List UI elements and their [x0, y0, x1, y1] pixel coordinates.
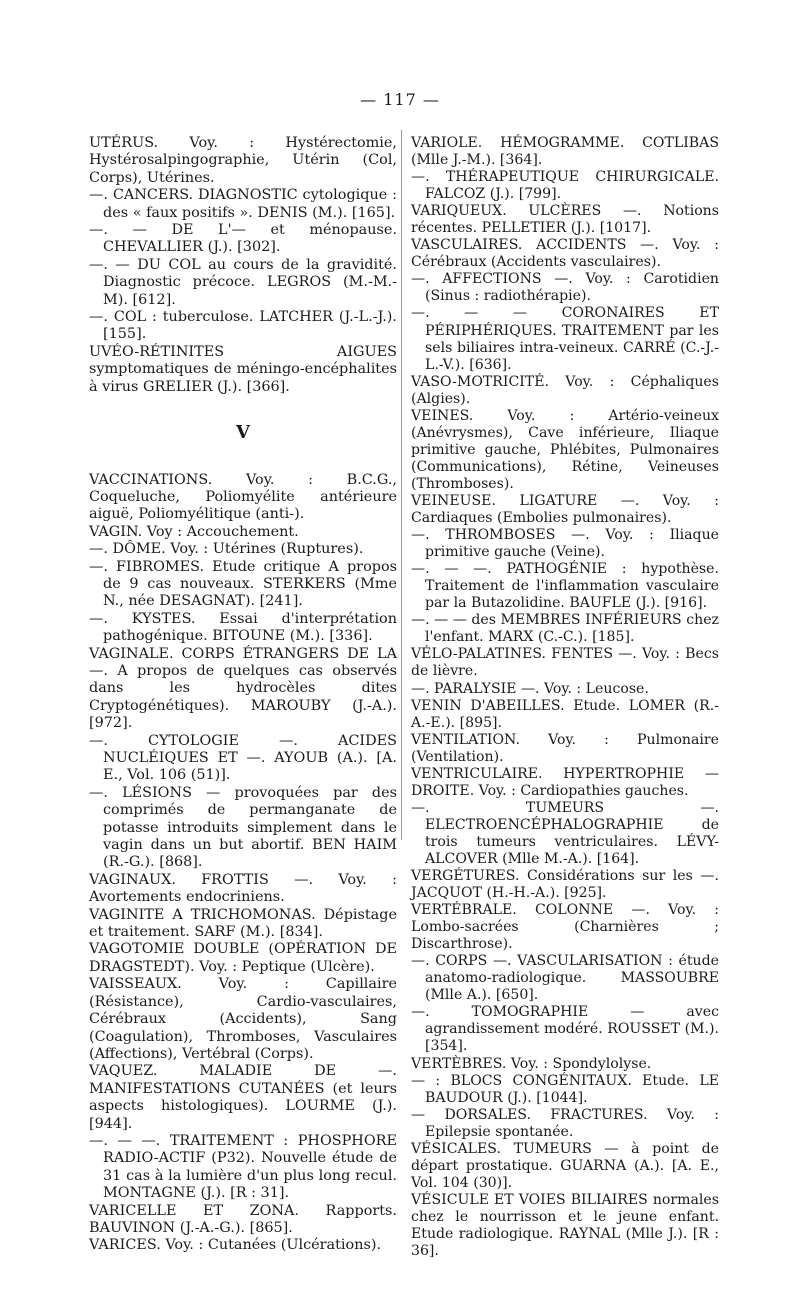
index-entry: VARICES. Voy. : Cutanées (Ulcérations). — [89, 1237, 382, 1254]
index-entry: VAGINAUX. FROTTIS —. Voy. : Avortements endocriniens. — [89, 871, 397, 906]
index-entry: VÉSICULE ET VOIES BILIAIRES normales chez le nourrisson et le jeune enfant. Etude radiologique. RAYNAL (Mlle J.). [R : 36]. — [411, 1191, 719, 1260]
index-entry: VÉSICALES. TUMEURS — à point de départ prostatique. GUARNA (A.). [A. E., Vol. 104 (30)]. — [411, 1140, 719, 1191]
index-entry: VACCINATIONS. Voy. : B.C.G., Coqueluche, Poliomyélite antérieure aiguë, Poliomyélitique (anti-). — [89, 471, 397, 523]
index-entry: VASO-MOTRICITÉ. Voy. : Céphaliques (Algies). — [411, 373, 719, 407]
index-entry: VARIOLE. HÉMOGRAMME. COTLIBAS (Mlle J.-M.). [364]. — [411, 135, 719, 169]
index-entry: —. — —. PATHOGÉNIE : hypothèse. Traitement de l'inflammation vasculaire par la Butazolidine. BAUFLE (J.). [916]. — [411, 561, 719, 612]
index-entry: —. AFFECTIONS —. Voy. : Carotidien (Sinus : radiothérapie). — [411, 271, 719, 305]
index-entry: UVÉO-RÉTINITES AIGUES symptomatiques de méningo-encéphalites à virus GRELIER (J.). [366]. — [89, 343, 397, 395]
index-entry: —. THÉRAPEUTIQUE CHIRURGICALE. FALCOZ (J.). [799]. — [411, 169, 719, 203]
index-entry: VÉLO-PALATINES. FENTES —. Voy. : Becs de lièvre. — [411, 646, 719, 680]
index-entry: — : BLOCS CONGÉNITAUX. Etude. LE BAUDOUR (J.). [1044]. — [411, 1072, 719, 1106]
index-entry: VASCULAIRES. ACCIDENTS —. Voy. : Cérébraux (Accidents vasculaires). — [411, 237, 719, 271]
index-entry: VERTÈBRES. Voy. : Spondylolyse. — [411, 1055, 652, 1072]
index-entry: VAGIN. Voy : Accouchement. — [89, 523, 299, 540]
index-entry: —. — DU COL au cours de la gravidité. Diagnostic précoce. LEGROS (M.-M.-M). [612]. — [89, 256, 397, 308]
index-entry: VENTILATION. Voy. : Pulmonaire (Ventilation). — [411, 731, 719, 765]
index-entry: UTÉRUS. Voy. : Hystérectomie, Hystérosalpingographie, Utérin (Col, Corps), Utérines. — [89, 135, 397, 186]
index-entry: —. CANCERS. DIAGNOSTIC cytologique : des « faux positifs ». DENIS (M.). [165]. — [89, 187, 397, 221]
index-entry: —. CYTOLOGIE —. ACIDES NUCLÉIQUES ET —. AYOUB (A.). [A. E., Vol. 106 (51)]. — [89, 732, 397, 784]
right-column — [411, 135, 719, 1260]
index-entry: VAGOTOMIE DOUBLE (OPÉRATION DE DRAGSTEDT). Voy. : Peptique (Ulcère). — [89, 941, 397, 975]
index-entry: —. DÔME. Voy. : Utérines (Ruptures). — [89, 541, 364, 558]
index-entry: VENTRICULAIRE. HYPERTROPHIE — DROITE. Voy. : Cardiopathies gauches. — [411, 765, 719, 799]
index-entry: —. THROMBOSES —. Voy. : Iliaque primitive gauche (Veine). — [411, 527, 719, 561]
index-entry: VERGÉTURES. Considérations sur les —. JACQUOT (H.-H.-A.). [925]. — [411, 868, 719, 902]
index-entry: VARIQUEUX. ULCÈRES —. Notions récentes. PELLETIER (J.). [1017]. — [411, 203, 719, 237]
index-entry: —. FIBROMES. Etude critique A propos de 9 cas nouveaux. STERKERS (Mme N., née DESAGNAT). [241]. — [89, 558, 397, 610]
index-entry: —. — — des MEMBRES INFÉRIEURS chez l'enfant. MARX (C.-C.). [185]. — [411, 612, 719, 646]
left-column — [89, 135, 397, 1255]
index-entry: —. CORPS —. VASCULARISATION : étude anatomo-radiologique. MASSOUBRE (Mlle A.). [650]. — [411, 953, 719, 1004]
index-entry: VAQUEZ. MALADIE DE —. MANIFESTATIONS CUTANÉES (et leurs aspects histologiques). LOURME (J.). [944]. — [89, 1063, 397, 1132]
page-number: — 117 — — [360, 90, 440, 109]
index-entry: VAGINALE. CORPS ÉTRANGERS DE LA —. A propos de quelques cas observés dans les hydrocèles dites Cryptogénétiques). MAROUBY (J.-A.). [972]. — [89, 645, 397, 732]
index-entry: —. TUMEURS —. ELECTROENCÉPHALOGRAPHIE de trois tumeurs ventriculaires. LÉVY-ALCOVER (Mlle M.-A.). [164]. — [411, 799, 719, 867]
index-entry: VEINEUSE. LIGATURE —. Voy. : Cardiaques (Embolies pulmonaires). — [411, 492, 719, 527]
index-entry: —. KYSTES. Essai d'interprétation pathogénique. BITOUNE (M.). [336]. — [89, 610, 397, 645]
letter-heading: V — [236, 422, 250, 444]
index-entry: VAISSEAUX. Voy. : Capillaire (Résistance), Cardio-vasculaires, Cérébraux (Accidents), Sang (Coagulation), Thromboses, Vasculaires (Affections), Vertébral (Corps). — [89, 976, 397, 1062]
index-entry: —. — —. TRAITEMENT : PHOSPHORE RADIO-ACTIF (P32). Nouvelle étude de 31 cas à la lumière d'un plus long recul. MONTAGNE (J.). [R : 31]. — [89, 1132, 397, 1202]
index-entry: —. PARALYSIE —. Voy. : Leucose. — [411, 680, 649, 697]
index-entry: —. LÉSIONS — provoquées par des comprimés de permanganate de potasse introduits simplement dans le vagin dans un but abortif. BEN HAIM (R.-G.). [868]. — [89, 784, 397, 871]
index-entry: VEINES. Voy. : Artério-veineux (Anévrysmes), Cave inférieure, Iliaque primitive gauche, Phlébites, Pulmonaires (Communications), Rétine, Veineuses (Thromboses). — [411, 407, 719, 492]
index-entry: —. TOMOGRAPHIE — avec agrandissement modéré. ROUSSET (M.). [354]. — [411, 1004, 719, 1055]
index-entry: VARICELLE ET ZONA. Rapports. BAUVINON (J.-A.-G.). [865]. — [89, 1202, 397, 1236]
index-entry: — DORSALES. FRACTURES. Voy. : Epilepsie spontanée. — [411, 1106, 719, 1140]
index-entry: —. — — CORONAIRES ET PÉRIPHÉRIQUES. TRAITEMENT par les sels biliaires intra-veineux. CARRÉ (C.-J.-L.-V.). [636]. — [411, 305, 719, 373]
index-entry: VENIN D'ABEILLES. Etude. LOMER (R.-A.-E.). [895]. — [411, 697, 719, 731]
index-entry: VERTÉBRALE. COLONNE —. Voy. : Lombo-sacrées (Charnières ; Discarthrose). — [411, 902, 719, 953]
index-entry: —. COL : tuberculose. LATCHER (J.-L.-J.). [155]. — [89, 309, 397, 343]
index-entry: —. — DE L'— et ménopause. CHEVALLIER (J.). [302]. — [89, 222, 397, 256]
column-divider — [401, 130, 402, 840]
index-entry: VAGINITE A TRICHOMONAS. Dépistage et traitement. SARF (M.). [834]. — [89, 906, 397, 941]
